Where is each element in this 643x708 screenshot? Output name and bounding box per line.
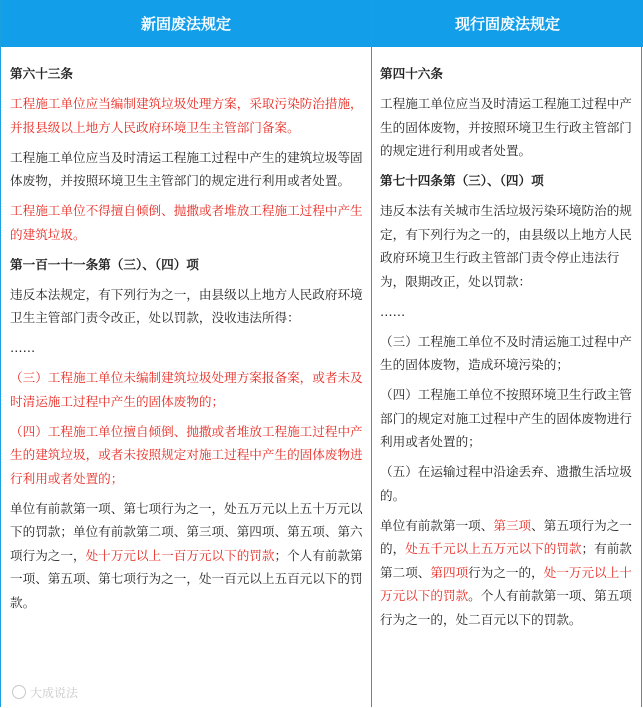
right-column-header: 现行固废法规定 [372,0,643,47]
article-46-heading: 第四十六条 [380,66,443,81]
penalty-text-1: 单位有前款第一项、 [380,517,494,533]
article-111-heading: 第一百一十一条第（三）、（四）项 [10,256,199,272]
penalty-highlight-4: 处一万元以上十万元以下的罚款 [380,564,632,603]
article-63-heading: 第六十三条 [10,66,73,81]
penalty-text-b: ；个人有前款第一项、第五项、第七项行为之一，处一百元以上五百元以下的罚款。 [10,547,363,610]
ellipsis: …… [10,340,36,355]
current-law-column [372,47,643,707]
article-74-item-3: （三）工程施工单位不及时清运施工过程中产生的固体废物，造成环境污染的； [380,333,632,372]
article-111-intro: 违反本法规定，有下列行为之一，由县级以上地方人民政府环境卫生主管部门责令改正，处以罚款，没收违法所得： [10,286,363,325]
article-74-heading: 第七十四条第（三）、（四）项 [380,173,544,188]
weibo-icon [12,685,26,699]
article-74-penalty [380,514,637,632]
watermark [12,684,78,701]
penalty-text-5: 。个人有前款第一项、第五项行为之一的，处二百元以下的罚款。 [380,588,632,627]
penalty-text-3: ；有前款第二项、 [380,541,632,580]
article-111-penalty [10,497,365,615]
article-74-item-5: （五）在运输过程中沿途丢弃、遗撒生活垃圾的。 [380,464,632,503]
article-111-item-4: （四）工程施工单位擅自倾倒、抛撒或者堆放工程施工过程中产生的建筑垃圾，或者未按照规定对施工过程中产生的固体废物进行利用或者处置的； [10,423,363,486]
article-111-item-3: （三）工程施工单位未编制建筑垃圾处理方案报备案，或者未及时清运施工过程中产生的固体废物的； [10,370,363,409]
article-63-paragraph-1: 工程施工单位应当编制建筑垃圾处理方案，采取污染防治措施，并报县级以上地方人民政府环境卫生主管部门备案。 [10,96,363,135]
article-63-paragraph-2: 工程施工单位应当及时清运工程施工过程中产生的建筑垃圾等固体废物，并按照环境卫生主管部门的规定进行利用或者处置。 [10,149,363,188]
penalty-text-a: 单位有前款第一项、第七项行为之一，处五万元以上五十万元以下的罚款；单位有前款第二项、第三项、第四项、第五项、第六项行为之一， [10,500,363,563]
article-46-paragraph: 工程施工单位应当及时清运工程施工过程中产生的固体废物，并按照环境卫生行政主管部门的规定进行利用或者处置。 [380,96,632,158]
penalty-highlight-3: 第四项 [430,564,469,580]
new-law-column [1,47,371,707]
ellipsis: …… [380,303,406,319]
watermark-text: 大成说法 [30,686,79,700]
left-column-header: 新固废法规定 [1,0,371,47]
article-74-intro: 违反本法有关城市生活垃圾污染环境防治的规定，有下列行为之一的，由县级以上地方人民政府环境卫生行政主管部门责令停止违法行为，限期改正，处以罚款： [380,203,632,289]
penalty-text-2: 、第五项行为之一的， [380,517,632,556]
penalty-highlight-2: 处五千元以上五万元以下的罚款 [405,541,582,556]
article-74-item-4: （四）工程施工单位不按照环境卫生行政主管部门的规定对施工过程中产生的固体废物进行利用或者处置的； [380,387,632,449]
penalty-text-4: 行为之一的， [468,564,544,580]
article-63-paragraph-3: 工程施工单位不得擅自倾倒、抛撒或者堆放工程施工过程中产生的建筑垃圾。 [10,203,363,242]
penalty-highlight-1: 第三项 [493,517,532,533]
penalty-text-highlight: 处十万元以上一百万元以下的罚款 [85,547,275,563]
